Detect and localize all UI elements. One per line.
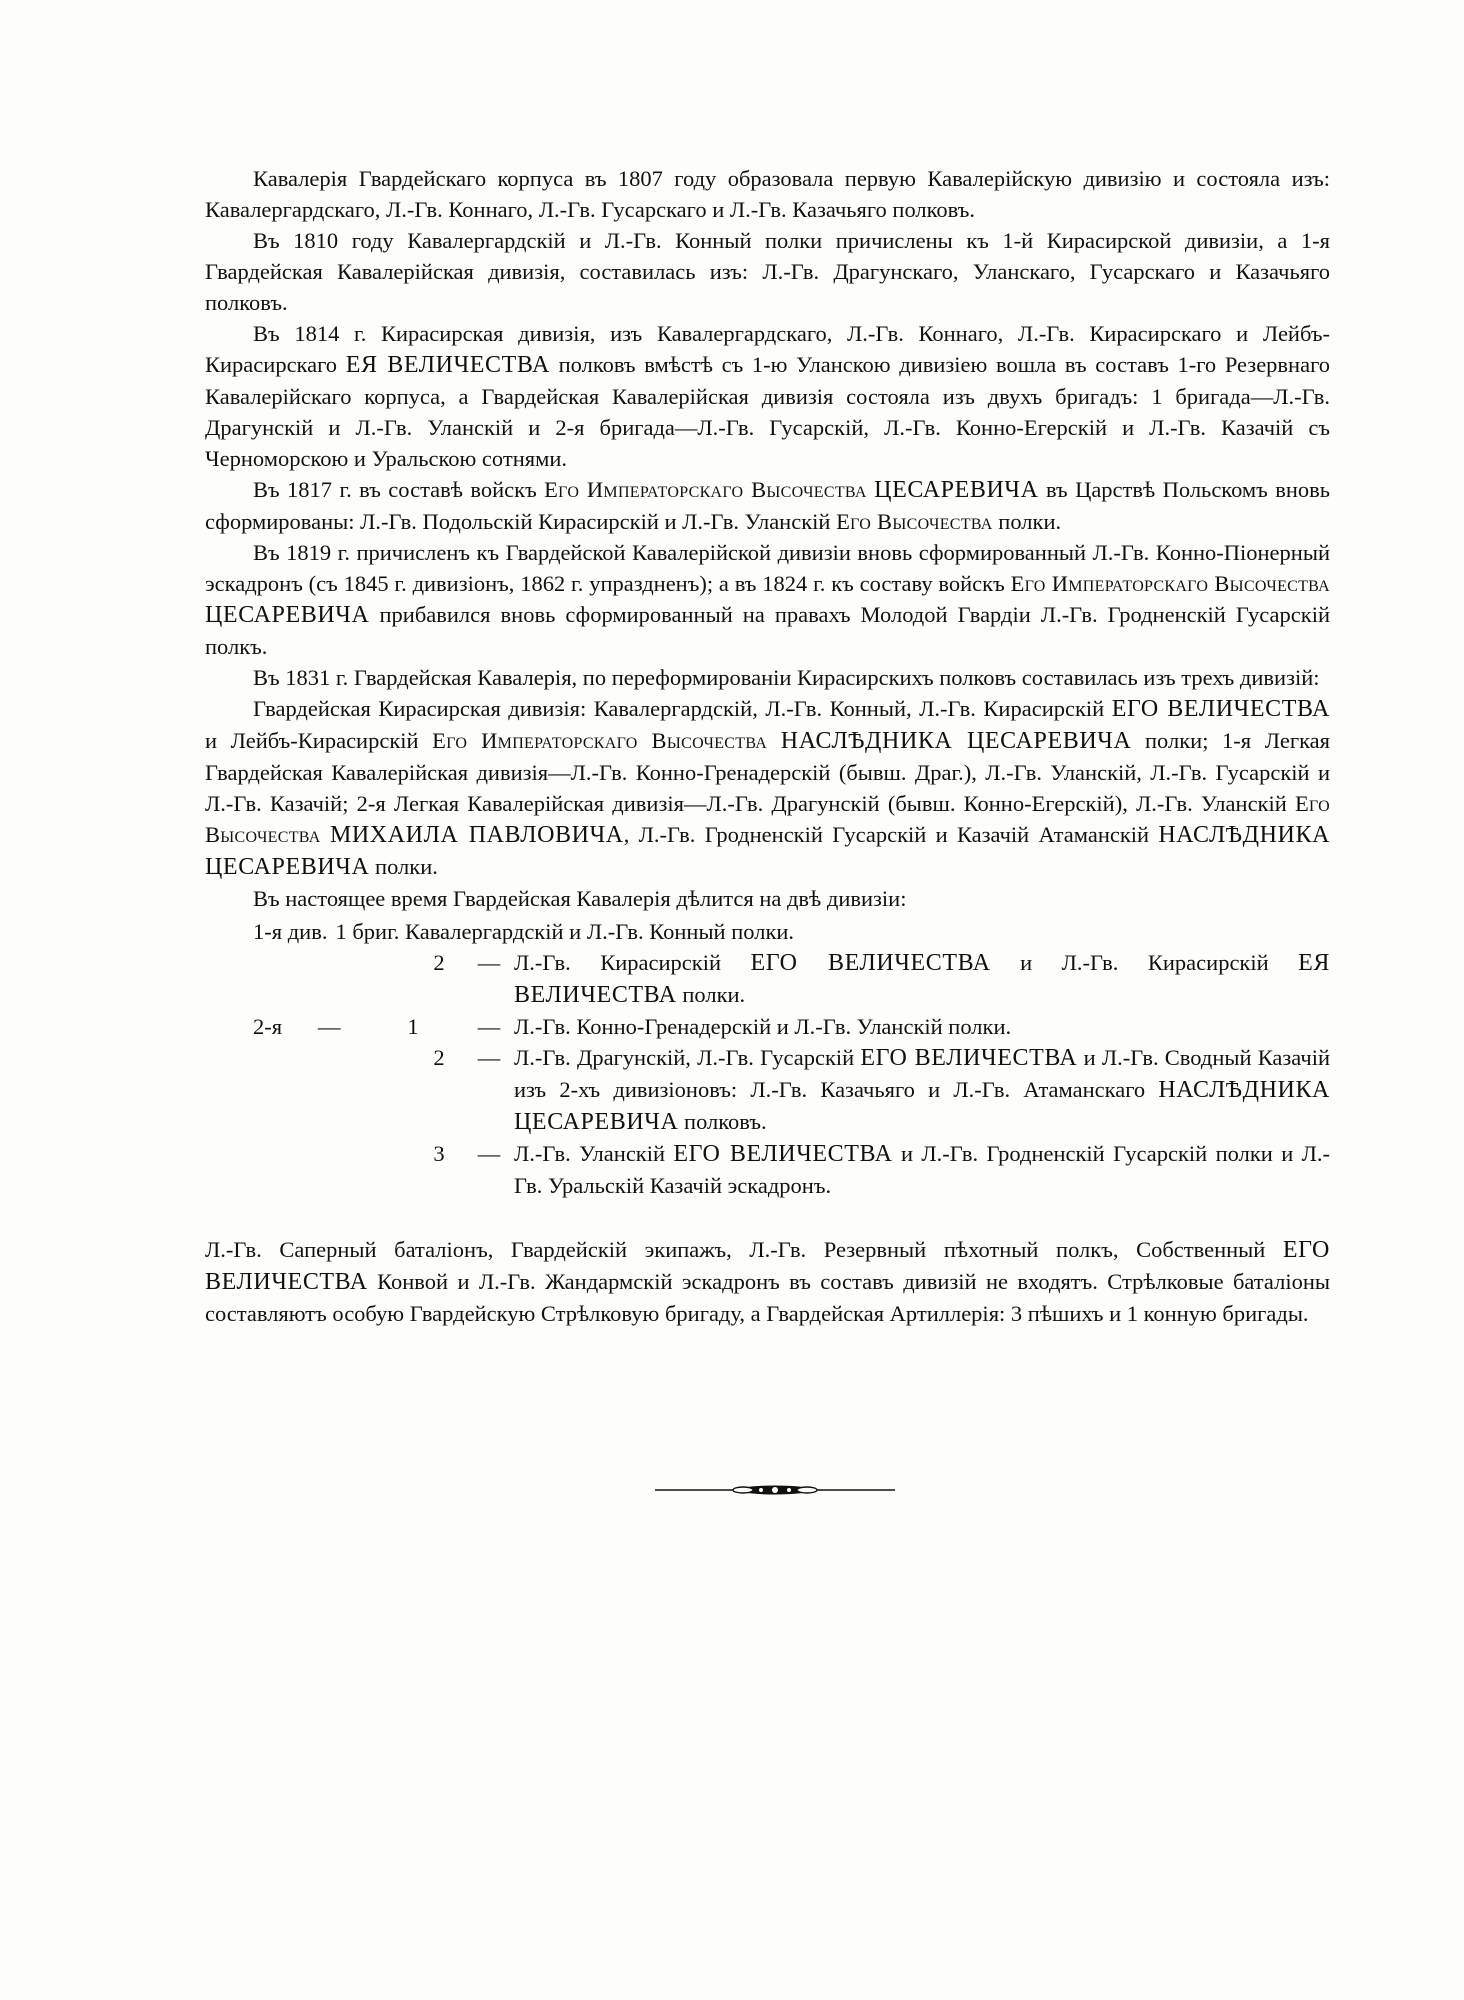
text: Л.-Гв. Уланскій — [514, 1141, 674, 1166]
text: полковъ вмѣстѣ съ 1-ю Уланскою дивизіею вошла въ составъ 1-го Резервнаго Кавалерійскаго корпуса, а Гвардейская Кавалерійская дивизія состояла изъ двухъ бригадъ: 1 бригада—Л.-Гв. Драгунскій и Л.-Гв. Уланскій и 2-я бригада—Л.-Гв. Гусарскій, Л.-Гв. Конно-Егерскій и Л.-Гв. Казачій съ Черноморскою и Уральскою сотнями. — [205, 352, 1330, 471]
list-row — [205, 916, 1330, 947]
brigade-text — [335, 916, 1330, 947]
dash: — — [477, 1045, 501, 1070]
text: Въ 1814 г. Кирасирская дивизія, изъ Кавалергардскаго, Л.-Гв. Коннаго, Л.-Гв. Кирасирскаго и Лейбъ-Кирасирскаго — [205, 321, 1330, 377]
text: и Лейбъ-Кирасирскій — [205, 728, 433, 753]
list-row — [205, 1011, 1330, 1042]
text: Л.-Гв. Саперный баталіонъ, Гвардейскій экипажъ, Л.-Гв. Резервный пѣхотный полкъ, Собственный — [205, 1237, 1283, 1262]
brigade-number: 1 — [407, 1014, 419, 1039]
list-row — [205, 947, 1330, 1011]
text-body — [205, 163, 1330, 1329]
text: Въ 1810 году Кавалергардскій и Л.-Гв. Конный полки причислены къ 1-й Кирасирской дивизіи, а 1-я Гвардейская Кавалерійская дивизія, составилась изъ: Л.-Гв. Драгунскаго, Уланскаго, Гусарскаго и Казачьяго полковъ. — [205, 228, 1330, 315]
text: полки. — [369, 854, 438, 879]
text: полки. — [992, 509, 1062, 534]
emphasis: ЕГО ВЕЛИЧЕСТВА — [860, 1045, 1078, 1071]
emphasis: МИХАИЛА ПАВЛОВИЧА — [329, 822, 624, 848]
list-row — [205, 1042, 1330, 1138]
paragraph-1817 — [205, 474, 1330, 537]
emphasis: ЕЯ ВЕЛИЧЕСТВА — [345, 352, 550, 378]
text: Въ 1831 г. Гвардейская Кавалерія, по переформированіи Кирасирскихъ полковъ составилась изъ трехъ дивизій: — [253, 665, 1320, 690]
small-caps: Его Императорскаго Высочества — [432, 728, 768, 753]
brigade-text — [514, 1138, 1330, 1201]
emphasis: ЦЕСАРЕВИЧА — [205, 602, 370, 628]
text: Кавалерія Гвардейскаго корпуса въ 1807 году образовала первую Кавалерійскую дивизію и состояла изъ: Кавалергардскаго, Л.-Гв. Коннаго, Л.-Гв. Гусарскаго и Л.-Гв. Казачьяго полковъ. — [205, 166, 1330, 222]
paragraph-1831 — [205, 662, 1330, 693]
brigade-label: 1 бриг. — [335, 919, 400, 944]
emphasis: ЦЕСАРЕВИЧА — [874, 477, 1039, 503]
emphasis: ЕГО ВЕЛИЧЕСТВА — [205, 1237, 1330, 1295]
brigade-number: 3 — [433, 1141, 445, 1166]
dash: — — [318, 1014, 341, 1039]
paragraph-1810 — [205, 225, 1330, 318]
dash: — — [477, 1141, 501, 1166]
paragraph-1819 — [205, 537, 1330, 662]
dash: — — [477, 950, 501, 975]
text: полки. — [676, 982, 746, 1007]
text: Конвой и Л.-Гв. Жандармскій эскадронъ въ составъ дивизій не входятъ. Стрѣлковые баталіоны составляютъ особую Гвардейскую Стрѣлковую бригаду, а Гвардейская Артиллерія: 3 пѣшихъ и 1 конную бригады. — [205, 1269, 1330, 1326]
emphasis: НАСЛѢДНИКА ЦЕСАРЕВИЧА — [780, 728, 1132, 754]
paragraph-closing — [205, 1234, 1330, 1329]
brigade-text: Л.-Гв. Конно-Гренадерскій и Л.-Гв. Уланскій полки. — [514, 1014, 1012, 1039]
emphasis: НАСЛѢДНИКА ЦЕСАРЕВИЧА — [205, 822, 1331, 880]
text: и Л.-Гв. Кирасирскій — [990, 950, 1299, 975]
text: Въ 1819 г. причисленъ къ Гвардейской Кавалерійской дивизіи вновь сформированный Л.-Гв. Конно-Піонерный эскадронъ (съ 1845 г. дивизіонъ, 1862 г. упраздненъ); а въ 1824 г. къ составу войскъ — [205, 540, 1330, 596]
text: полки; 1-я Легкая Гвардейская Кавалерійская дивизія—Л.-Гв. Конно-Гренадерскій (бывш. Драг.), Л.-Гв. Уланскій, Л.-Гв. Гусарскій и Л.-Гв. Казачій; 2-я Легкая Кавалерійская дивизія—Л.-Гв. Драгунскій (бывш. Конно-Егерскій), Л.-Гв. Уланскій — [205, 728, 1330, 816]
paragraph-1814 — [205, 318, 1330, 474]
text: прибавился вновь сформированный на правахъ Молодой Гвардіи Л.-Гв. Гродненскій Гусарскій полкъ. — [205, 602, 1330, 659]
emphasis: ЕЯ ВЕЛИЧЕСТВА — [514, 950, 1330, 1008]
spacer — [205, 1201, 1330, 1234]
division-label: 1-я див. — [253, 919, 328, 944]
list-row — [205, 1138, 1330, 1201]
emphasis: ЕГО ВЕЛИЧЕСТВА — [750, 950, 991, 976]
ornament-rule-icon — [655, 1480, 895, 1500]
brigade-number: 2 — [433, 950, 445, 975]
text: Л.-Гв. Кирасирскій — [514, 950, 751, 975]
paragraph-divisions-1831 — [205, 693, 1330, 883]
division-list — [205, 916, 1330, 1201]
brigade-text — [514, 947, 1330, 1011]
emphasis: ЕГО ВЕЛИЧЕСТВА — [673, 1141, 893, 1167]
text: и Л.-Гв. Гродненскій Гусарскій полки и Л.-Гв. Уральскій Казачій эскадронъ. — [514, 1141, 1331, 1198]
emphasis: ЕГО ВЕЛИЧЕСТВА — [1111, 696, 1330, 722]
small-caps: Его Высочества — [205, 791, 1330, 847]
text: и Л.-Гв. Сводный Казачій изъ 2-хъ дивизіоновъ: Л.-Гв. Казачьяго и Л.-Гв. Атаманскаго — [514, 1045, 1330, 1102]
text: Въ настоящее время Гвардейская Кавалерія дѣлится на двѣ дивизіи: — [253, 886, 907, 911]
emphasis: НАСЛѢДНИКА ЦЕСАРЕВИЧА — [514, 1077, 1330, 1135]
text: полковъ. — [678, 1109, 767, 1134]
brigade-number: 2 — [433, 1045, 445, 1070]
text: Л.-Гв. Драгунскій, Л.-Гв. Гусарскій — [514, 1045, 861, 1070]
text: Въ 1817 г. въ составѣ войскъ — [253, 477, 545, 502]
text: , Л.-Гв. Гродненскій Гусарскій и Казачій Атаманскій — [623, 822, 1159, 847]
text: Гвардейская Кирасирская дивизія: Кавалергардскій, Л.-Гв. Конный, Л.-Гв. Кирасирскій — [253, 696, 1112, 721]
small-caps: Его Высочества — [836, 509, 993, 534]
text: Кавалергардскій и Л.-Гв. Конный полки. — [405, 919, 795, 944]
small-caps: Его Императорскаго Высочества — [1010, 571, 1331, 596]
text: въ Царствѣ Польскомъ вновь сформированы: Л.-Гв. Подольскій Кирасирскій и Л.-Гв. Уланскій — [205, 477, 1330, 534]
paragraph-1807 — [205, 163, 1330, 225]
dash: — — [477, 1014, 501, 1039]
paragraph-present — [205, 883, 1330, 914]
small-caps: Его Императорскаго Высочества — [544, 477, 867, 502]
brigade-text — [514, 1042, 1330, 1138]
division-label: 2-я — [253, 1014, 283, 1039]
